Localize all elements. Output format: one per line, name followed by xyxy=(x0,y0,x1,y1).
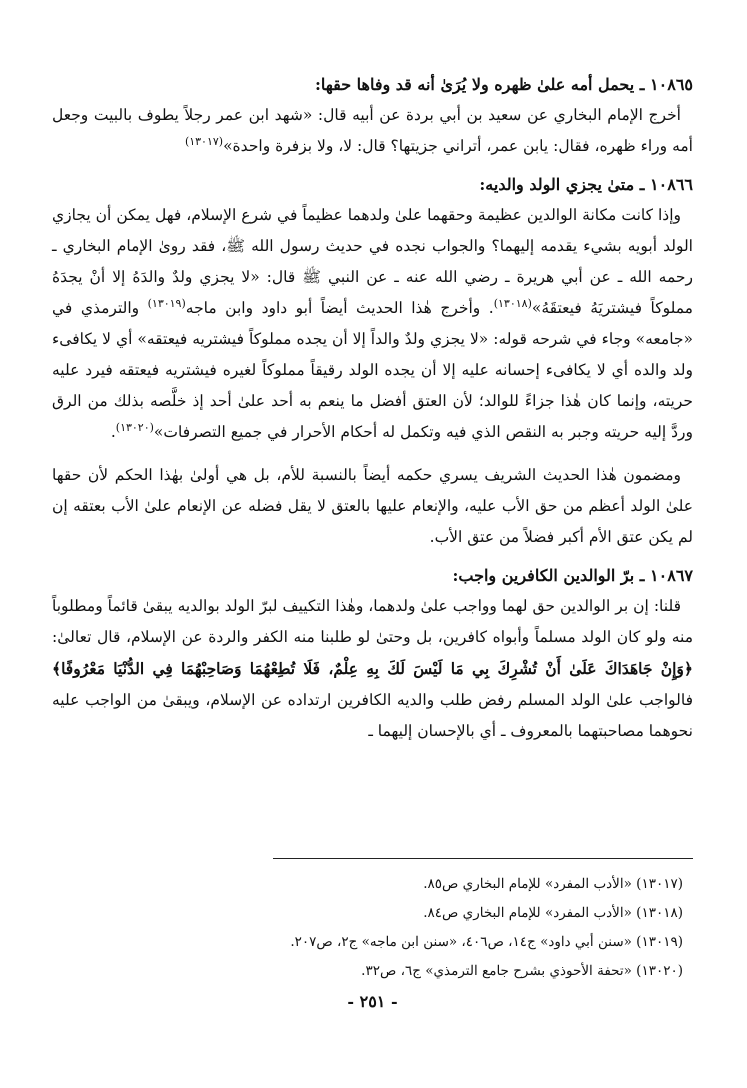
page-number: - ٢٥١ - xyxy=(347,992,398,1011)
body-text-after: فالواجب علىٰ الولد المسلم رفض طلب والديه الكافرين ارتداده عن الإسلام، ويبقىٰ من الواجب عليه نحوهما مصاحبتهما بالمعروف ـ أي بالإحسان إليهما ـ xyxy=(52,691,693,740)
section-heading-10866: ١٠٨٦٦ ـ متىٰ يجزي الولد والديه: xyxy=(479,175,693,194)
footnote-divider xyxy=(273,858,693,859)
footnote-ref-13020: (١٣٠٢٠) xyxy=(115,420,154,434)
body-text: قلنا: إن بر الوالدين حق لهما وواجب علىٰ ولدهما، وهٰذا التكييف لبرّ الولد بوالديه يبقىٰ قائماً ومطلوباً منه ولو كان الولد مسلماً وأبواه كافرين، بل وحتىٰ لو طلبنا منه الكفر والردة عن الإسلام، قال تعالىٰ: xyxy=(52,597,693,646)
book-page xyxy=(52,70,693,1068)
section-body-10867 xyxy=(52,591,693,747)
footnote-13019: (١٣٠١٩) «سنن أبي داود» ج١٤، ص٤٠٦، «سنن ابن ماجه» ج٢، ص٢٠٧. xyxy=(290,934,683,950)
footnote-13017: (١٣٠١٧) «الأدب المفرد» للإمام البخاري ص٨٥. xyxy=(423,876,683,892)
footnote-13018: (١٣٠١٨) «الأدب المفرد» للإمام البخاري ص٨٤. xyxy=(423,905,683,921)
body-text-cont: وأخرج هٰذا الحديث أيضاً أبو داود وابن ماجه xyxy=(185,299,481,317)
section-heading-10865: ١٠٨٦٥ ـ يحمل أمه علىٰ ظهره ولا يُرَىٰ أنه قد وفاها حقها: xyxy=(314,75,693,94)
paragraph-mother: ومضمون هٰذا الحديث الشريف يسري حكمه أيضاً بالنسبة للأم، بل هي أولىٰ بهٰذا الحكم لأن حقها علىٰ الولد أعظم من حق الأب عليه، والإنعام عليها بالعتق لا يقل فضله عن الإنعام علىٰ الأب بعتقه إن لم يكن عتق الأم أكبر فضلاً من عتق الأب. xyxy=(52,466,693,546)
section-heading-10867: ١٠٨٦٧ ـ برّ الوالدين الكافرين واجب: xyxy=(452,566,693,585)
body-punct: . xyxy=(110,423,116,441)
section-body-10865 xyxy=(52,100,693,162)
quran-verse: ﴿وَإِنْ جَاهَدَاكَ عَلَىٰ أَنْ تُشْرِكَ بِي مَا لَيْسَ لَكَ بِهِ عِلْمٌ، فَلَا تُطِعْهُمَا وَصَاحِبْهُمَا فِي الدُّنْيَا مَعْرُوفًا﴾ xyxy=(52,659,693,678)
footnote-ref-13019: (١٣٠١٩) xyxy=(147,296,186,310)
body-punct: . xyxy=(488,299,494,317)
footnote-ref-13018: (١٣٠١٨) xyxy=(493,296,532,310)
section-body-10866 xyxy=(52,200,693,448)
body-text: أخرج الإمام البخاري عن سعيد بن أبي بردة عن أبيه قال: «شهد ابن عمر رجلاً يطوف بالبيت وجعل أمه وراء ظهره، فقال: يابن عمر، أتراني جزيتها؟ قال: لا، ولا بزفرة واحدة» xyxy=(52,106,693,155)
footnotes xyxy=(52,870,683,986)
body-text-cont2: والترمذي في «جامعه» وجاء في شرحه قوله: «لا يجزي ولدٌ والداً إلا أن يجده مملوكاً فيشتريه فيعتقه» أي لا يكافىء ولد والده أي لا يكافىء إحسانه عليه إلا أن يجده الولد رقيقاً مملوكاً لغيره فيشتريه فيعتقه فيرد عليه حريته، وإنما كان هٰذا جزاءً للوالد؛ لأن العتق أفضل ما ينعم به أحد علىٰ أحد إذ خلَّصه بذلك من الرق وردَّ إليه حريته وجبر به النقص الذي فيه وتكمل له أحكام الأحرار في جميع التصرفات» xyxy=(52,299,694,441)
body-text: وإذا كانت مكانة الوالدين عظيمة وحقهما علىٰ ولدهما عظيماً في شرع الإسلام، فهل يمكن أن يجازي الولد أبويه بشيء يقدمه إليهما؟ والجواب نجده في حديث رسول الله ﷺ، فقد روىٰ الإمام البخاري ـ رحمه الله ـ عن أبي هريرة ـ رضي الله عنه ـ عن النبي ﷺ قال: «لا يجزي ولدٌ والدَهُ إلا أنْ يجدَهُ مملوكاً فيشتريَهُ فيعتقَهُ» xyxy=(52,206,693,317)
footnote-ref-13017: (١٣٠١٧) xyxy=(184,134,224,148)
footnote-13020: (١٣٠٢٠) «تحفة الأحوذي بشرح جامع الترمذي» ج٦، ص٣٢. xyxy=(361,963,683,979)
